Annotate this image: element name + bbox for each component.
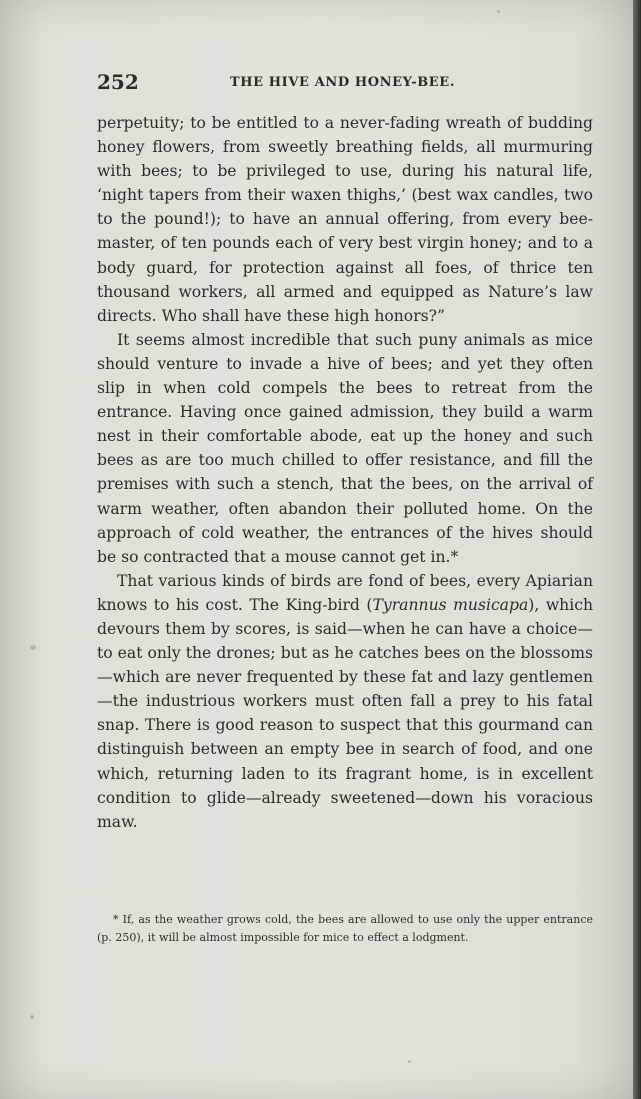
paragraph-birds-text-1: That various kinds of birds are fond of bees, every Apiarian knows to his cost. The King-bird ( (97, 571, 593, 614)
paragraph-birds (97, 569, 593, 834)
paragraph-birds-text-2: ), which devours them by scores, is said—when he can have a choice—to eat only the drones; but as he catches bees on the blossoms—which are never frequented by these fat and lazy gentlemen—the industrious workers must often fall a prey to his fatal snap. There is good reason to suspect that this gourmand can distinguish between an empty bee in search of food, and one which, returning laden to its fragrant home, is in excellent condition to glide—already sweetened—down his voracious maw. (97, 595, 593, 831)
paragraph-mice: It seems almost incredible that such puny animals as mice should venture to invade a hive of bees; and yet they often slip in when cold compels the bees to retreat from the entrance. Having once gained admission, they build a warm nest in their comfortable abode, eat up the honey and such bees as are too much chilled to offer resistance, and fill the premises with such a stench, that the bees, on the arrival of warm weather, often abandon their polluted home. On the approach of cold weather, the entrances of the hives should be so contracted that a mouse cannot get in.* (97, 330, 593, 566)
paragraph-continuation: perpetuity; to be entitled to a never-fading wreath of budding honey flowers, from sweetly breathing fields, all murmuring with bees; to be privileged to use, during his natural life, ‘night tapers from their waxen thighs,’ (best wax candles, two to the pound!); to have an annual offering, from every bee-master, of ten pounds each of very best virgin honey; and to a body guard, for protection against all foes, of thrice ten thousand workers, all armed and equipped as Nature’s law directs. Who shall have these high honors?” (97, 114, 593, 325)
page-header (97, 70, 593, 100)
paper-speck (30, 645, 36, 650)
paper-speck (497, 10, 500, 13)
page-edge-shadow (633, 0, 641, 1099)
paper-speck (408, 1060, 411, 1063)
species-name: Tyrannus musicapa (372, 595, 529, 614)
paper-speck (30, 1015, 34, 1019)
page-number: 252 (97, 70, 139, 94)
footnote: * If, as the weather grows cold, the bees are allowed to use only the upper entrance (p. 250), it will be almost impossible for mice to effect a lodgment. (97, 913, 593, 944)
body-text (97, 111, 593, 834)
running-title: THE HIVE AND HONEY-BEE. (230, 75, 455, 90)
